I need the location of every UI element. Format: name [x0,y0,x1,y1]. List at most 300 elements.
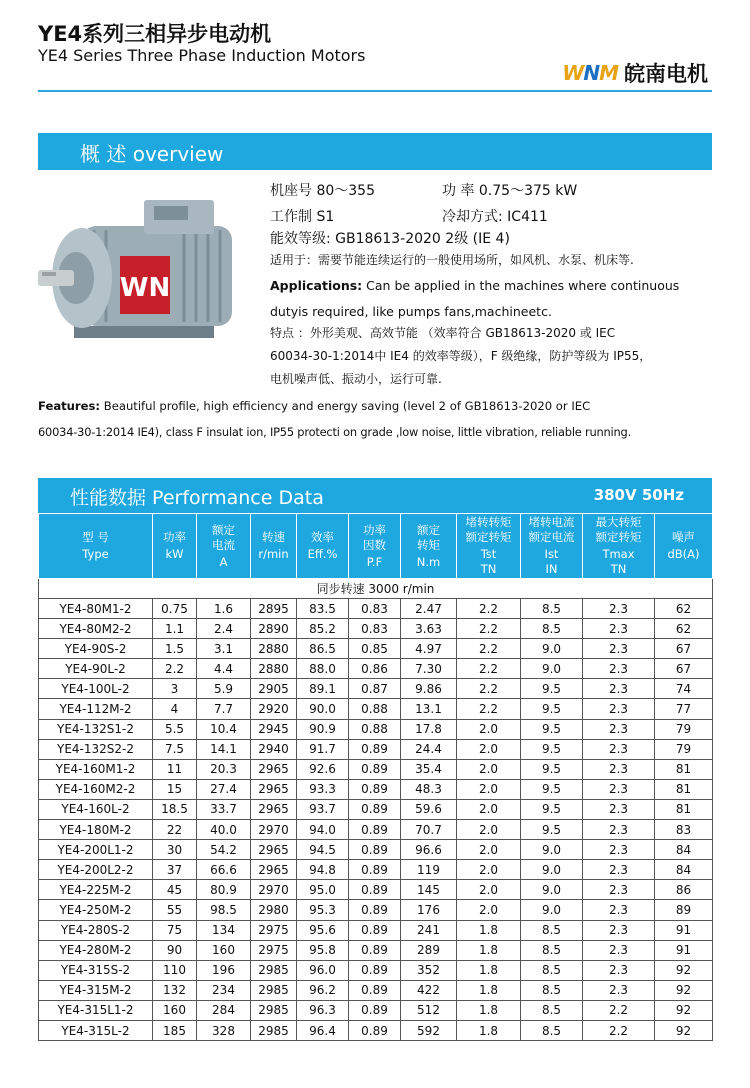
table-cell: 81 [655,759,713,779]
table-cell: 96.3 [297,1000,349,1020]
column-header-en: Ist IN [544,547,559,576]
table-row [39,940,713,960]
table-cell: 2970 [251,880,297,900]
table-cell: 2.3 [583,960,655,980]
table-cell: 8.5 [521,920,583,940]
table-cell: 81 [655,799,713,819]
table-cell: 2.0 [457,719,521,739]
table-cell: 0.89 [349,900,401,920]
column-header [401,514,457,579]
column-header [349,514,401,579]
table-cell: 2.2 [457,599,521,619]
table-cell: 55 [153,900,197,920]
table-cell: 96.4 [297,1020,349,1040]
performance-section-bar [38,478,712,513]
table-cell: 93.3 [297,779,349,799]
table-cell: 77 [655,699,713,719]
column-header-en: r/min [258,547,289,561]
table-cell: 8.5 [521,1020,583,1040]
table-cell: 352 [401,960,457,980]
table-cell: 92.6 [297,759,349,779]
table-cell: 95.3 [297,900,349,920]
table-row [39,1020,713,1040]
table-cell: 2.3 [583,779,655,799]
table-cell: YE4-250M-2 [39,900,153,920]
column-header-cn: 额定 转矩 [417,522,440,552]
table-cell: 33.7 [197,799,251,819]
table-cell: 91 [655,920,713,940]
table-cell: 0.89 [349,960,401,980]
table-cell: 2945 [251,719,297,739]
table-cell: 59.6 [401,799,457,819]
overview-heading: 概 述 overview [80,142,224,166]
table-cell: 119 [401,860,457,880]
table-cell: 132 [153,980,197,1000]
column-header-cn: 效率 [311,530,334,544]
table-cell: 4 [153,699,197,719]
table-cell: 2.2 [457,679,521,699]
table-cell: 30 [153,840,197,860]
table-cell: YE4-315L1-2 [39,1000,153,1020]
table-cell: 80.9 [197,880,251,900]
table-cell: 2.0 [457,799,521,819]
table-cell: 66.6 [197,860,251,880]
column-header-cn: 堵转电流 额定电流 [528,515,575,544]
table-cell: 2.0 [457,900,521,920]
table-cell: 8.5 [521,1000,583,1020]
table-cell: 0.89 [349,860,401,880]
table-cell: 0.86 [349,659,401,679]
table-cell: 67 [655,639,713,659]
features-cn-line-3: 电机噪声低、振动小，运行可靠. [270,372,442,386]
table-cell: 2985 [251,1000,297,1020]
table-row [39,699,713,719]
table-cell: 9.5 [521,799,583,819]
column-header [39,514,153,579]
table-row [39,759,713,779]
table-cell: 8.5 [521,960,583,980]
table-cell: 234 [197,980,251,1000]
table-cell: 160 [197,940,251,960]
table-cell: 90.9 [297,719,349,739]
table-cell: 95.0 [297,880,349,900]
table-cell: 2.4 [197,619,251,639]
table-cell: 85.2 [297,619,349,639]
table-cell: 0.89 [349,840,401,860]
table-cell: 96.2 [297,980,349,1000]
table-cell: 83.5 [297,599,349,619]
table-cell: 2.3 [583,599,655,619]
table-cell: 0.89 [349,920,401,940]
table-row [39,659,713,679]
table-cell: 2.3 [583,900,655,920]
features-en-line-1: Features: Beautiful profile, high efficiency and energy saving (level 2 of GB18613-2020 or IEC [38,399,591,413]
table-cell: 134 [197,920,251,940]
table-cell: 5.5 [153,719,197,739]
table-cell: 2.3 [583,860,655,880]
table-cell: 27.4 [197,779,251,799]
column-header-en: Tmax TN [602,547,635,576]
table-cell: 90 [153,940,197,960]
table-cell: 9.0 [521,900,583,920]
table-cell: 81 [655,779,713,799]
table-cell: 2965 [251,860,297,880]
table-cell: 2920 [251,699,297,719]
table-cell: 1.8 [457,1000,521,1020]
column-header-en: N.m [416,554,441,569]
power-spec: 功 率 0.75～375 kW [442,183,578,199]
table-cell: 9.5 [521,820,583,840]
table-row [39,840,713,860]
table-cell: 9.0 [521,860,583,880]
table-cell: 20.3 [197,759,251,779]
cooling-spec: 冷却方式: IC411 [442,209,548,225]
table-cell: 2.0 [457,840,521,860]
table-cell: 9.0 [521,639,583,659]
header-divider [38,90,712,92]
table-cell: YE4-100L-2 [39,679,153,699]
applications-cn: 适用于：需要节能连续运行的一般使用场所，如风机、水泵、机床等. [270,253,634,267]
table-cell: YE4-90S-2 [39,639,153,659]
table-cell: 94.8 [297,860,349,880]
table-cell: 0.89 [349,759,401,779]
table-cell: YE4-315L-2 [39,1020,153,1040]
table-cell: 88.0 [297,659,349,679]
table-cell: 328 [197,1020,251,1040]
table-cell: 2.3 [583,940,655,960]
table-row [39,980,713,1000]
applications-en-line-1: Applications: Can be applied in the machines where continuous [270,278,680,293]
table-cell: 2.3 [583,659,655,679]
table-cell: 2.0 [457,860,521,880]
table-cell: 2.3 [583,679,655,699]
table-cell: 8.5 [521,980,583,1000]
table-cell: 2.0 [457,759,521,779]
table-cell: 2980 [251,900,297,920]
table-row [39,1000,713,1020]
table-cell: 2.3 [583,840,655,860]
table-cell: 422 [401,980,457,1000]
table-cell: 2.3 [583,619,655,639]
table-cell: 2965 [251,779,297,799]
table-cell: 0.89 [349,820,401,840]
column-header-en: A [219,554,228,569]
sync-speed-row [39,579,713,599]
table-cell: 0.83 [349,619,401,639]
table-cell: 176 [401,900,457,920]
table-cell: 0.75 [153,599,197,619]
table-cell: 2.2 [457,639,521,659]
table-cell: YE4-160M2-2 [39,779,153,799]
table-cell: 2965 [251,840,297,860]
table-cell: 0.85 [349,639,401,659]
table-cell: 35.4 [401,759,457,779]
table-cell: 1.8 [457,920,521,940]
column-header [457,514,521,579]
frame-spec: 机座号 80～355 [270,183,375,199]
column-header [251,514,297,579]
column-header-cn: 功率 [163,530,186,544]
table-cell: 0.89 [349,1000,401,1020]
table-cell: 9.5 [521,739,583,759]
table-cell: 18.5 [153,799,197,819]
table-cell: YE4-160L-2 [39,799,153,819]
table-cell: 84 [655,840,713,860]
table-cell: 9.5 [521,759,583,779]
page-title-en: YE4 Series Three Phase Induction Motors [38,46,366,65]
table-cell: 0.87 [349,679,401,699]
table-cell: 92 [655,960,713,980]
table-cell: YE4-200L2-2 [39,860,153,880]
table-cell: 91 [655,940,713,960]
table-cell: 2965 [251,799,297,819]
table-cell: 74 [655,679,713,699]
table-cell: 2880 [251,639,297,659]
table-cell: 1.8 [457,960,521,980]
table-cell: 89.1 [297,679,349,699]
table-cell: 10.4 [197,719,251,739]
table-cell: 95.8 [297,940,349,960]
table-cell: 289 [401,940,457,960]
table-cell: 2975 [251,940,297,960]
table-cell: 2.3 [583,880,655,900]
column-header [197,514,251,579]
table-cell: 1.8 [457,980,521,1000]
table-cell: 145 [401,880,457,900]
table-cell: 2.3 [583,699,655,719]
table-cell: 9.5 [521,699,583,719]
table-cell: 2.3 [583,799,655,819]
table-cell: 2.3 [583,980,655,1000]
table-row [39,820,713,840]
table-cell: 2880 [251,659,297,679]
table-cell: 67 [655,659,713,679]
table-row [39,679,713,699]
table-cell: 1.5 [153,639,197,659]
table-cell: 92 [655,1000,713,1020]
table-cell: 79 [655,739,713,759]
column-header [583,514,655,579]
column-header-cn: 转速 [262,530,285,544]
table-cell: 94.5 [297,840,349,860]
table-cell: 86 [655,880,713,900]
table-cell: 54.2 [197,840,251,860]
table-cell: 2985 [251,1020,297,1040]
table-row [39,920,713,940]
table-cell: 0.83 [349,599,401,619]
efficiency-spec: 能效等级: GB18613-2020 2级 (IE 4) [270,231,510,247]
motor-badge-label: WN [119,273,171,303]
table-cell: 4.97 [401,639,457,659]
table-cell: 1.1 [153,619,197,639]
table-cell: 96.6 [401,840,457,860]
table-cell: 0.89 [349,739,401,759]
page-title-cn: YE4系列三相异步电动机 [38,22,272,46]
table-cell: 89 [655,900,713,920]
table-cell: 91.7 [297,739,349,759]
table-cell: 98.5 [197,900,251,920]
column-header-en: kW [165,547,184,561]
table-cell: 92 [655,1020,713,1040]
table-cell: 14.1 [197,739,251,759]
table-cell: YE4-80M2-2 [39,619,153,639]
table-cell: 2.3 [583,719,655,739]
table-cell: 2.3 [583,639,655,659]
table-cell: 2.0 [457,779,521,799]
table-cell: 592 [401,1020,457,1040]
table-cell: 512 [401,1000,457,1020]
table-cell: 17.8 [401,719,457,739]
table-cell: 8.5 [521,940,583,960]
performance-table [38,513,713,1041]
table-cell: 62 [655,599,713,619]
table-cell: YE4-112M-2 [39,699,153,719]
table-cell: 2.2 [457,659,521,679]
table-cell: 2985 [251,960,297,980]
table-cell: 92 [655,980,713,1000]
table-cell: 1.8 [457,940,521,960]
table-cell: YE4-280S-2 [39,920,153,940]
column-header-cn: 堵转转矩 额定转矩 [465,515,512,544]
table-cell: YE4-132S2-2 [39,739,153,759]
table-row [39,960,713,980]
features-en-line-2: 60034-30-1:2014 IE4), class F insulat ion, IP55 protecti on grade ,low noise, little vibration, reliable running. [38,425,631,439]
table-cell: 8.5 [521,619,583,639]
table-cell: YE4-180M-2 [39,820,153,840]
table-row [39,799,713,819]
table-cell: 22 [153,820,197,840]
table-cell: 7.7 [197,699,251,719]
table-cell: 9.86 [401,679,457,699]
table-cell: 9.5 [521,679,583,699]
table-cell: 7.30 [401,659,457,679]
table-cell: 62 [655,619,713,639]
table-row [39,860,713,880]
table-row [39,900,713,920]
table-cell: 2.2 [457,699,521,719]
table-cell: 0.89 [349,779,401,799]
table-cell: YE4-90L-2 [39,659,153,679]
table-cell: 3.1 [197,639,251,659]
table-cell: 9.0 [521,840,583,860]
table-cell: 7.5 [153,739,197,759]
table-cell: 9.0 [521,659,583,679]
table-cell: 13.1 [401,699,457,719]
table-cell: 185 [153,1020,197,1040]
column-header-en: Tst TN [480,547,497,576]
table-row [39,719,713,739]
table-cell: 0.89 [349,880,401,900]
table-cell: 1.8 [457,1020,521,1040]
table-cell: 48.3 [401,779,457,799]
column-header-en: Eff.% [307,547,338,561]
brand-logo [562,58,708,88]
table-cell: YE4-315S-2 [39,960,153,980]
table-row [39,880,713,900]
table-cell: 11 [153,759,197,779]
table-cell: 2.3 [583,739,655,759]
table-cell: YE4-315M-2 [39,980,153,1000]
table-cell: YE4-132S1-2 [39,719,153,739]
column-header [655,514,713,579]
table-body [39,579,713,1041]
table-cell: 2.3 [583,920,655,940]
table-cell: 2.47 [401,599,457,619]
column-header-cn: 型 号 [82,530,109,544]
table-cell: 160 [153,1000,197,1020]
table-cell: 84 [655,860,713,880]
table-cell: 9.0 [521,880,583,900]
table-cell: 2.2 [583,1000,655,1020]
table-cell: 2.2 [153,659,197,679]
performance-heading: 性能数据 Performance Data [70,487,324,509]
table-cell: YE4-280M-2 [39,940,153,960]
table-cell: YE4-80M1-2 [39,599,153,619]
table-cell: 2970 [251,820,297,840]
applications-en-line-2: dutyis required, like pumps fans,machineetc. [270,304,552,319]
table-cell: 24.4 [401,739,457,759]
table-cell: 5.9 [197,679,251,699]
table-row [39,599,713,619]
table-cell: 83 [655,820,713,840]
table-cell: 9.5 [521,719,583,739]
table-cell: 0.88 [349,699,401,719]
table-cell: YE4-200L1-2 [39,840,153,860]
logo-text: 皖南电机 [624,62,708,86]
overview-section-bar [38,133,712,170]
table-cell: 3 [153,679,197,699]
table-cell: 96.0 [297,960,349,980]
table-cell: 95.6 [297,920,349,940]
column-header-cn: 额定 电流 [212,522,235,552]
table-cell: 2965 [251,759,297,779]
table-cell: 79 [655,719,713,739]
table-cell: 110 [153,960,197,980]
table-row [39,639,713,659]
table-cell: 2.0 [457,739,521,759]
table-cell: 2.2 [457,619,521,639]
table-cell: 0.89 [349,980,401,1000]
table-cell: 0.89 [349,940,401,960]
table-cell: 2.0 [457,880,521,900]
table-cell: 2.3 [583,759,655,779]
table-cell: 2895 [251,599,297,619]
table-cell: 284 [197,1000,251,1020]
table-cell: 45 [153,880,197,900]
table-cell: 94.0 [297,820,349,840]
table-cell: 241 [401,920,457,940]
table-cell: 8.5 [521,599,583,619]
table-cell: 0.88 [349,719,401,739]
table-cell: 4.4 [197,659,251,679]
table-row [39,779,713,799]
table-cell: 2.0 [457,820,521,840]
column-header-cn: 最大转矩 额定转矩 [595,515,642,544]
features-cn-line-1: 特点 ：外形美观、高效节能 （效率符合 GB18613-2020 或 IEC [270,326,616,340]
logo-mark: WNM [562,61,618,85]
table-cell: 2.2 [583,1020,655,1040]
table-cell: 75 [153,920,197,940]
voltage-label: 380V 50Hz [593,486,684,504]
table-cell: 1.6 [197,599,251,619]
table-cell: 196 [197,960,251,980]
table-cell: 3.63 [401,619,457,639]
table-cell: 86.5 [297,639,349,659]
column-header-cn: 功率 因数 [363,522,386,552]
motor-image [34,186,254,366]
column-header-en: P.F [366,554,383,569]
table-cell: 9.5 [521,779,583,799]
